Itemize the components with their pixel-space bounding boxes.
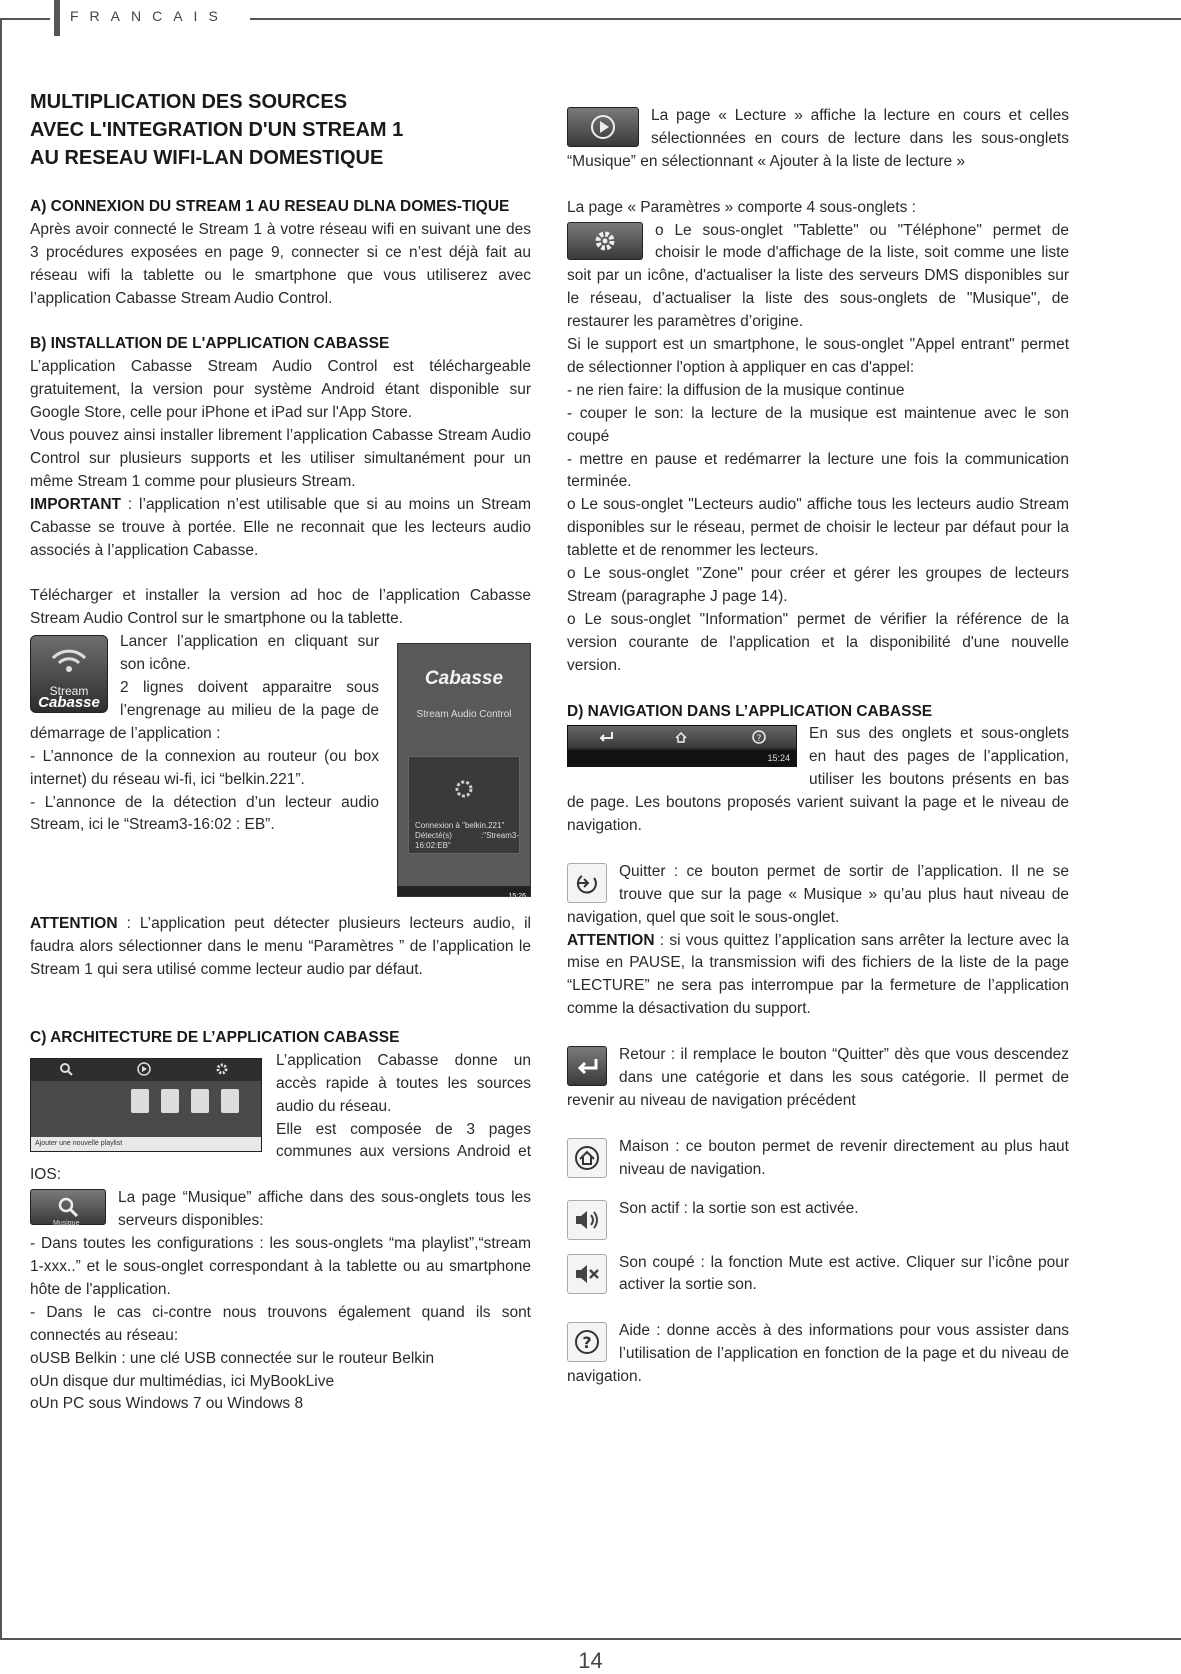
app-architecture-screenshot: [30, 1058, 262, 1152]
paragraph: o Le sous-onglet "Tablette" ou "Téléphone" permet de choisir le mode d'affichage de la liste, soit comme une liste soit par un icône, d'actualiser la liste des serveurs DMS disponibles sur le réseau, d’actualiser la liste des sous-onglets de "Musique", de restaurer les paramètres d’origine.: [567, 221, 1069, 331]
list-item-text: USB Belkin : une clé USB connectée sur le routeur Belkin: [38, 1349, 435, 1367]
important-text: : l’application n’est utilisable que si au moins un Stream Cabasse se trouve à portée. Elle ne reconnait que les lecteurs audio associés à l’application Cabasse.: [30, 495, 531, 559]
splash-messages: [415, 821, 519, 851]
launch-block: [30, 631, 531, 903]
paragraph: - mettre en pause et redémarrer la lecture une fois la communication terminée.: [567, 450, 1069, 491]
paragraph: En sus des onglets et sous-onglets en haut des pages de l’application, utiliser les boutons présents en bas de page. Les boutons proposés varient suivant la page et le niveau de navigation.: [567, 725, 1069, 835]
back-button[interactable]: [567, 1046, 607, 1086]
splash-subtitle: Stream Audio Control: [416, 709, 512, 721]
app-tabs-bar: [31, 1059, 261, 1081]
music-tab-icon: [30, 1189, 106, 1228]
navigation-bar-screenshot: [567, 725, 797, 767]
phone-tile: [161, 1089, 179, 1113]
frame-top-line: [250, 18, 1181, 20]
music-block: [30, 1187, 531, 1233]
list-item: [30, 1393, 531, 1416]
attention-label: ATTENTION: [30, 915, 118, 933]
section-a-heading: A) CONNEXION DU STREAM 1 AU RESEAU DLNA DOMES-TIQUE: [30, 198, 510, 215]
page-number: 14: [578, 1648, 603, 1673]
important-paragraph: [30, 494, 531, 563]
android-status-bar: [398, 886, 530, 901]
attention-text: : si vous quittez l’application sans arrêter la lecture avec la mise en PAUSE, la transmission wifi des fichiers de la liste de la page “LECTURE” ne sera pas interrompue par la fermeture de l’application comme la désactivation du support.: [567, 931, 1069, 1018]
music-tab-label: Musique: [53, 1220, 80, 1228]
paragraph: Elle est composée de 3 pages communes aux versions Android et IOS:: [30, 1120, 531, 1184]
speaker-mute-icon: [573, 1261, 601, 1287]
attention-label: ATTENTION: [567, 931, 655, 949]
help-button[interactable]: [567, 1322, 607, 1362]
paragraph: 2 lignes doivent apparaitre sous l’engrenage au milieu de la page de démarrage de l’application :: [30, 679, 379, 742]
sound-off-block: [567, 1252, 1069, 1298]
home-button[interactable]: [567, 1138, 607, 1178]
svg-text:?: ?: [756, 734, 762, 745]
mute-button[interactable]: [567, 1254, 607, 1294]
system-time: 15:24: [767, 753, 790, 764]
language-label: FRANCAIS: [70, 8, 229, 24]
quit-icon: [574, 870, 600, 896]
lecture-tab-icon: [567, 107, 639, 147]
paragraph: Maison : ce bouton permet de revenir directement au plus haut niveau de navigation.: [619, 1137, 1069, 1178]
frame-bottom-line: [0, 1638, 1181, 1640]
app-icon-brand: Cabasse: [38, 694, 100, 712]
status-time: 15:26: [508, 893, 526, 901]
lecture-block: [567, 105, 1069, 174]
list-item: [30, 1348, 531, 1371]
paragraph: o Le sous-onglet "Zone" pour créer et gérer les groupes de lecteurs Stream (paragraphe J page 14).: [567, 565, 1069, 606]
paragraph: Télécharger et installer la version ad hoc de l’application Cabasse Stream Audio Control sur le smartphone ou la tablette.: [30, 587, 531, 628]
page-title: [30, 88, 531, 172]
paragraph: La page « Lecture » affiche la lecture en cours et celles sélectionnées en cours de lecture dans les sous-onglets “Musique” en sélectionnant « Ajouter à la liste de lecture »: [567, 107, 1069, 170]
gear-icon: [592, 228, 618, 254]
android-system-bar: [568, 750, 796, 766]
app-splash-screenshot: [397, 643, 531, 901]
settings-tab-icon: [567, 222, 643, 260]
quit-block: [567, 861, 1069, 930]
play-icon: [137, 1062, 151, 1076]
playlist-tile: [131, 1089, 149, 1113]
frame-top-line: [0, 18, 50, 20]
add-playlist-row: Ajouter une nouvelle playlist: [31, 1137, 261, 1151]
help-icon: [574, 1329, 600, 1355]
play-icon: [590, 114, 616, 140]
gear-icon: [215, 1062, 229, 1076]
paragraph: Retour : il remplace le bouton “Quitter” dès que vous descendez dans une catégorie et dans les sous catégorie. Il permet de revenir au niveau de navigation précédent: [567, 1046, 1069, 1109]
section-a-body: Après avoir connecté le Stream 1 à votre réseau wifi en suivant une des 3 procédures exposées en page 9, connecter si ce n’est déjà fait au réseau wifi la tablette ou le smartphone que vous utiliserez avec l’application Cabasse Stream Audio Control.: [30, 220, 531, 307]
paragraph: o Le sous-onglet "Lecteurs audio" affiche tous les lecteurs audio Stream disponibles sur le réseau, permet de choisir le lecteur par défaut pour la tablette et de renommer les lecteurs.: [567, 496, 1069, 560]
paragraph: Lancer l’application en cliquant sur son icône.: [120, 633, 379, 674]
paragraph: La page « Paramètres » comporte 4 sous-onglets :: [567, 198, 916, 216]
paragraph: L’application Cabasse donne un accès rapide à toutes les sources audio du réseau.: [276, 1051, 531, 1115]
list-marker: o: [30, 1395, 39, 1413]
disk-tile: [191, 1089, 209, 1113]
home-icon: [574, 1145, 600, 1171]
paragraph: La page “Musique” affiche dans des sous-onglets tous les serveurs disponibles:: [118, 1189, 531, 1230]
home-block: [567, 1136, 1069, 1182]
nav-buttons-row: [568, 726, 796, 748]
attention-paragraph: [567, 930, 1069, 1022]
paragraph: - Dans le cas ci-contre nous trouvons également quand ils sont connectés au réseau:: [30, 1303, 531, 1344]
title-line: AVEC L'INTEGRATION D'UN STREAM 1: [30, 119, 404, 141]
search-icon: [59, 1062, 73, 1076]
svg-text:?: ?: [582, 1333, 592, 1353]
language-tab-marker: [54, 0, 60, 36]
help-block: [567, 1320, 1069, 1389]
paragraph: Aide : donne accès à des informations pour vous assister dans l’utilisation de l’application en fonction de la page et du niveau de navigation.: [567, 1322, 1069, 1386]
section-d-heading: D) NAVIGATION DANS L’APPLICATION CABASSE: [567, 702, 933, 720]
paragraph: Si le support est un smartphone, le sous-onglet "Appel entrant" permet de sélectionner l'option à appliquer en cas d'appel:: [567, 336, 1069, 376]
paragraph: Son coupé : la fonction Mute est active. Cliquer sur l’icône pour activer la sortie son.: [619, 1253, 1069, 1294]
paragraph: Vous pouvez ainsi installer librement l’application Cabasse Stream Audio Control sur plusieurs supports et les utiliser simultanément pour un même Stream 1 comme pour plusieurs Stream.: [30, 427, 531, 490]
list-item-text: Un PC sous Windows 7 ou Windows 8: [38, 1395, 304, 1413]
back-icon: [598, 730, 614, 744]
title-line: AU RESEAU WIFI-LAN DOMESTIQUE: [30, 147, 384, 169]
help-icon: [752, 730, 766, 744]
list-item: [30, 1371, 531, 1394]
app-icon-label: Stream: [49, 684, 89, 699]
sound-on-button[interactable]: [567, 1200, 607, 1240]
list-marker: o: [30, 1372, 39, 1390]
paragraph: - L’annonce de la connexion au routeur (ou box internet) du réseau wi-fi, ici “belkin.221”.: [30, 747, 379, 788]
list-marker: o: [30, 1349, 39, 1367]
left-column: [30, 88, 531, 1416]
splash-dialog: [408, 756, 520, 854]
loading-gear-icon: [454, 779, 474, 799]
usb-tile: [221, 1089, 239, 1113]
splash-msg-detected: Détecté(s) :"Stream3-16:02:EB": [415, 831, 519, 851]
frame-left-line: [0, 18, 2, 1640]
paragraph: - Dans toutes les configurations : les sous-onglets “ma playlist”,“stream 1-xxx..” et le sous-onglet correspondant à la tablette ou au smartphone hôte de l'application.: [30, 1235, 531, 1298]
sound-on-block: [567, 1198, 1069, 1240]
back-arrow-icon: [574, 1053, 600, 1079]
speaker-on-icon: [573, 1207, 601, 1233]
list-item-text: Un disque dur multimédias, ici MyBookLive: [38, 1372, 335, 1390]
section-c-heading: C) ARCHITECTURE DE L’APPLICATION CABASSE: [30, 1028, 400, 1046]
wifi-icon: [49, 644, 89, 674]
paragraph: L’application Cabasse Stream Audio Control est téléchargeable gratuitement, la version pour système Android étant disponible sur Google Store, celle pour iPhone et iPad sur l'App Store.: [30, 358, 531, 422]
nav-block: [567, 723, 1069, 838]
important-label: IMPORTANT: [30, 495, 121, 513]
params-block: [567, 220, 1069, 335]
stream-cabasse-app-icon[interactable]: [30, 635, 108, 713]
quit-button[interactable]: [567, 863, 607, 903]
cabasse-logo: Cabasse: [424, 668, 504, 690]
paragraph: Quitter : ce bouton permet de sortir de l’application. Il ne se trouve que sur la page « Musique » qu’au plus haut niveau de navigation, quel que soit le sous-onglet.: [567, 862, 1069, 926]
title-line: MULTIPLICATION DES SOURCES: [30, 91, 348, 113]
splash-msg-router: Connexion à "belkin.221": [415, 821, 505, 831]
paragraph: - ne rien faire: la diffusion de la musique continue: [567, 381, 905, 399]
attention-text-start: : L’application peut détecter plusieurs lecteurs audio, il faudra alors sélectionner dans le menu “Paramètres ” de l’application le Stream 1 qui sera utilisé comme lecteur audio par défaut.: [30, 915, 531, 978]
paragraph: - couper le son: la lecture de la musique est maintenue avec le son coupé: [567, 404, 1069, 445]
attention-paragraph: [30, 913, 531, 982]
paragraph: - L’annonce de la détection d’un lecteur audio Stream, ici le “Stream3-16:02 : EB”.: [30, 793, 379, 834]
paragraph: Son actif : la sortie son est activée.: [619, 1199, 859, 1217]
back-block: [567, 1044, 1069, 1113]
right-column: [567, 105, 1069, 1389]
paragraph: o Le sous-onglet "Information" permet de vérifier la référence de la version courante de l'application et la disponibilité d'une nouvelle version.: [567, 610, 1069, 674]
home-icon: [674, 730, 688, 744]
section-b-heading: B) INSTALLATION DE L'APPLICATION CABASSE: [30, 335, 390, 353]
